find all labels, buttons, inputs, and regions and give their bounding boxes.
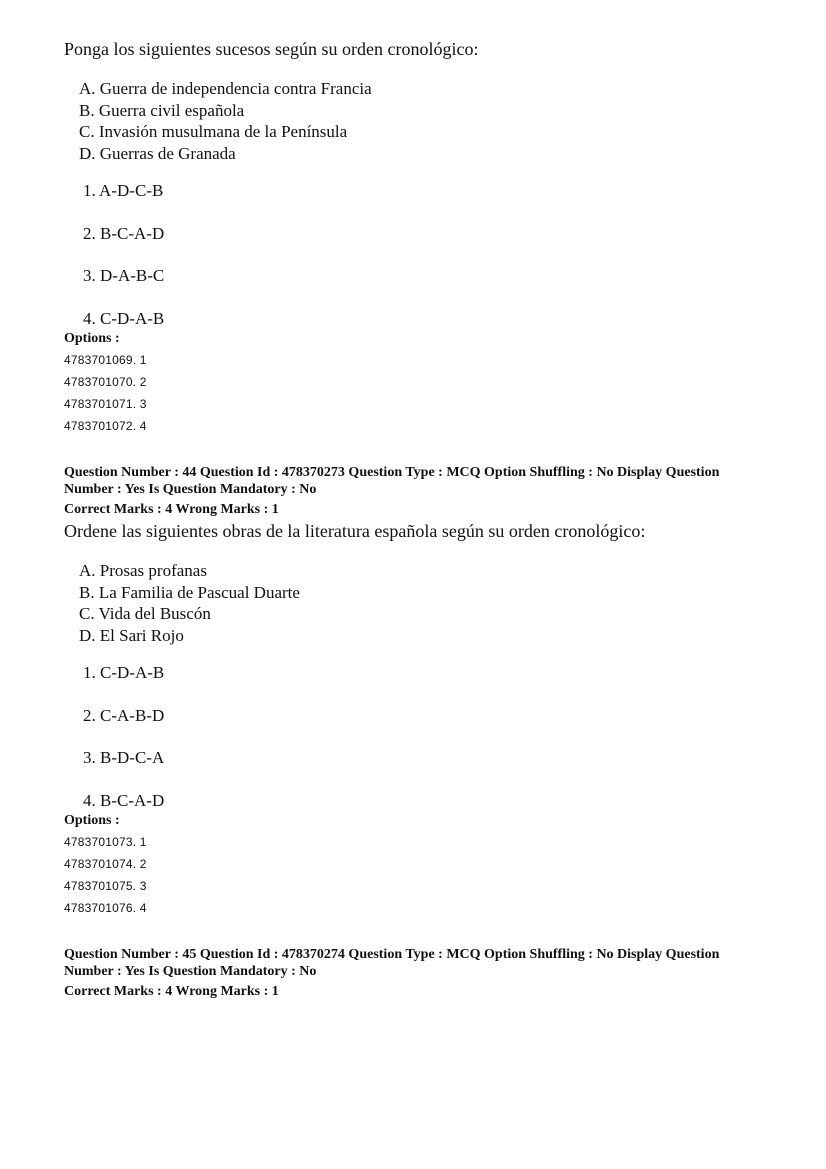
q43-statement-a: A. Guerra de independencia contra Francia [79, 79, 372, 98]
q44-option-id-2: 4783701074. 2 [64, 857, 147, 871]
q43-choice-1: 1. A-D-C-B [83, 181, 164, 200]
q43-option-id-2: 4783701070. 2 [64, 375, 147, 389]
q43-option-id-3: 4783701071. 3 [64, 397, 147, 411]
q44-option-id-4: 4783701076. 4 [64, 901, 147, 915]
q43-option-id-4: 4783701072. 4 [64, 419, 147, 433]
q43-statement-d: D. Guerras de Granada [79, 144, 236, 163]
q44-statement-a: A. Prosas profanas [79, 561, 207, 580]
q44-choice-1: 1. C-D-A-B [83, 663, 165, 682]
q43-statement-b: B. Guerra civil española [79, 101, 245, 120]
q45-meta-line2: Number : Yes Is Question Mandatory : No [64, 964, 317, 979]
q43-choice-3: 3. D-A-B-C [83, 266, 165, 285]
q43-option-id-1: 4783701069. 1 [64, 353, 147, 367]
q44-choice-2: 2. C-A-B-D [83, 706, 165, 725]
q44-prompt: Ordene las siguientes obras de la literatura española según su orden cronológico: [64, 521, 646, 541]
q45-meta-line1: Question Number : 45 Question Id : 478370274 Question Type : MCQ Option Shuffling : No Display Question [64, 947, 720, 962]
q43-statement-c: C. Invasión musulmana de la Península [79, 122, 348, 141]
q44-statement-d: D. El Sari Rojo [79, 626, 184, 645]
q44-option-id-1: 4783701073. 1 [64, 835, 147, 849]
q43-choice-2: 2. B-C-A-D [83, 224, 165, 243]
q44-choice-4: 4. B-C-A-D [83, 791, 165, 810]
q43-options-label: Options : [64, 331, 120, 346]
q43-choice-4: 4. C-D-A-B [83, 309, 165, 328]
q44-option-id-3: 4783701075. 3 [64, 879, 147, 893]
q45-marks: Correct Marks : 4 Wrong Marks : 1 [64, 984, 279, 999]
q44-statement-b: B. La Familia de Pascual Duarte [79, 583, 300, 602]
q43-prompt: Ponga los siguientes sucesos según su orden cronológico: [64, 39, 479, 59]
q44-options-label: Options : [64, 813, 120, 828]
q44-statement-c: C. Vida del Buscón [79, 604, 211, 623]
q44-choice-3: 3. B-D-C-A [83, 748, 165, 767]
q44-meta-line1: Question Number : 44 Question Id : 478370273 Question Type : MCQ Option Shuffling : No Display Question [64, 465, 720, 480]
q44-marks: Correct Marks : 4 Wrong Marks : 1 [64, 502, 279, 517]
q44-meta-line2: Number : Yes Is Question Mandatory : No [64, 482, 317, 497]
